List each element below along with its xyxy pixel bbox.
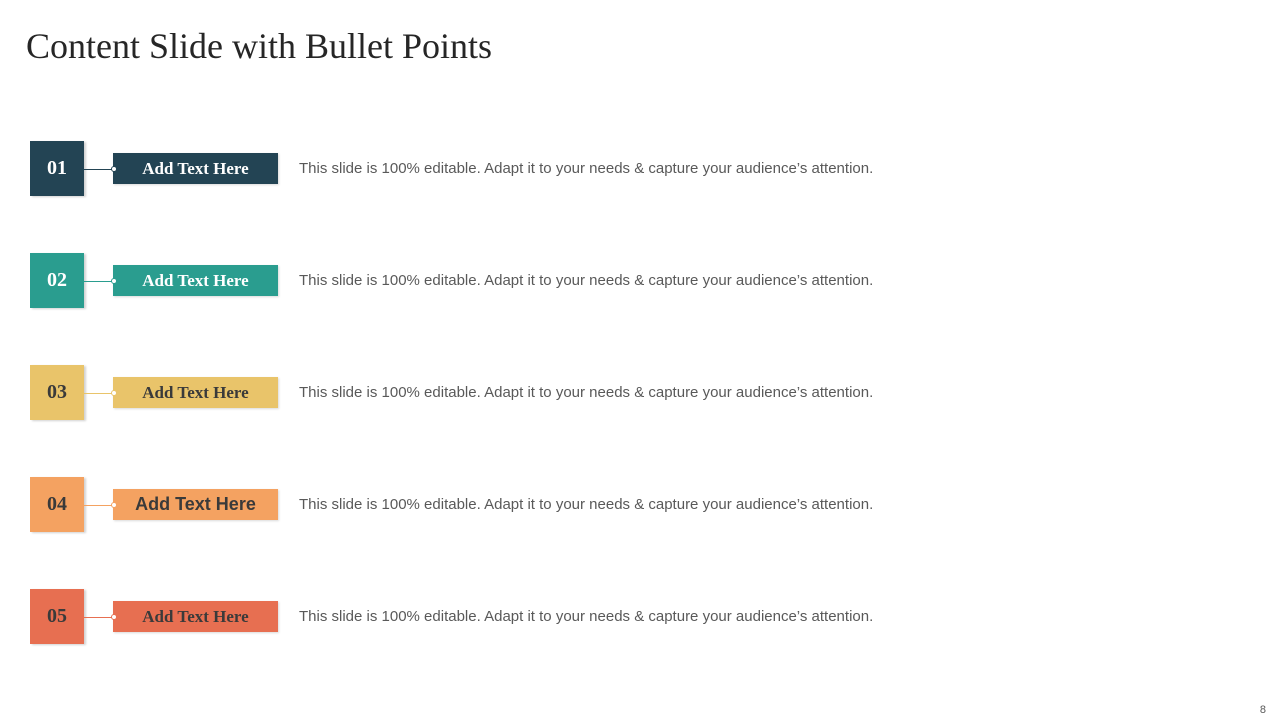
item-description: This slide is 100% editable. Adapt it to your needs & capture your audience’s attention.: [299, 496, 874, 513]
item-number-badge: 05: [30, 589, 84, 644]
item-label-box: Add Text Here: [113, 153, 278, 184]
connector-line: [84, 169, 114, 170]
item-label-box: Add Text Here: [113, 265, 278, 296]
slide-title: Content Slide with Bullet Points: [26, 26, 493, 66]
connector-line: [84, 617, 114, 618]
connector-dot: [111, 278, 117, 284]
item-number-badge: 04: [30, 477, 84, 532]
item-number-badge: 03: [30, 365, 84, 420]
connector-dot: [111, 390, 117, 396]
page-number: 8: [1259, 704, 1266, 716]
connector-line: [84, 505, 114, 506]
bullet-item: [0, 589, 1280, 645]
item-description: This slide is 100% editable. Adapt it to your needs & capture your audience’s attention.: [299, 608, 874, 625]
item-label-box: Add Text Here: [113, 601, 278, 632]
item-number-badge: 02: [30, 253, 84, 308]
bullet-item: [0, 253, 1280, 309]
connector-line: [84, 281, 114, 282]
bullet-item: [0, 477, 1280, 533]
connector-line: [84, 393, 114, 394]
item-label-box: Add Text Here: [113, 489, 278, 520]
item-description: This slide is 100% editable. Adapt it to your needs & capture your audience’s attention.: [299, 160, 874, 177]
item-description: This slide is 100% editable. Adapt it to your needs & capture your audience’s attention.: [299, 272, 874, 289]
connector-dot: [111, 166, 117, 172]
connector-dot: [111, 502, 117, 508]
bullet-item: [0, 365, 1280, 421]
item-number-badge: 01: [30, 141, 84, 196]
item-description: This slide is 100% editable. Adapt it to your needs & capture your audience’s attention.: [299, 384, 874, 401]
bullet-item: [0, 141, 1280, 197]
connector-dot: [111, 614, 117, 620]
item-label-box: Add Text Here: [113, 377, 278, 408]
